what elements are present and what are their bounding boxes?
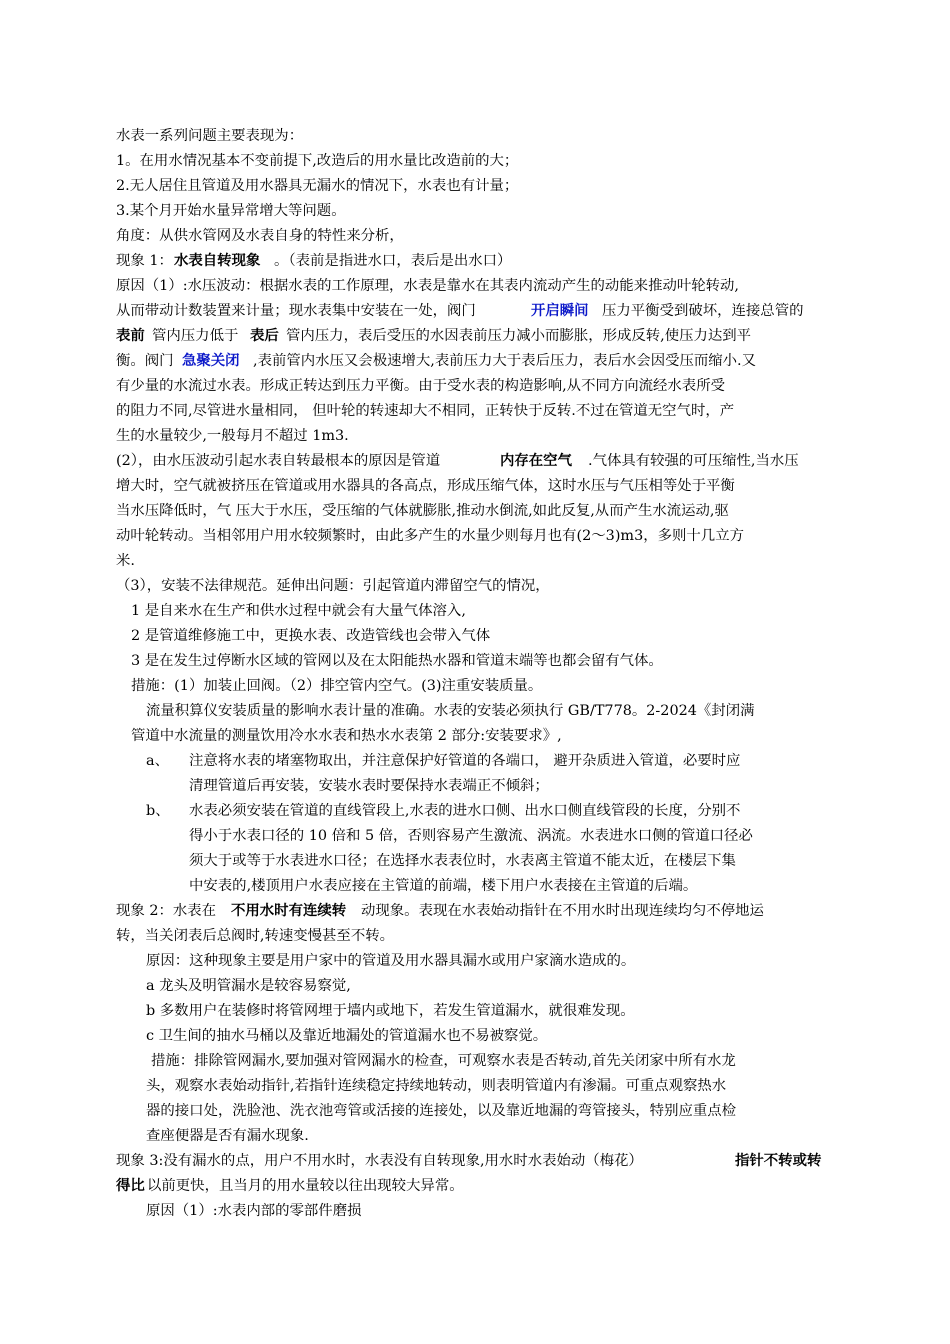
text-run: 清理管道后再安装，安装水表时要保持水表端正不倾斜； bbox=[189, 778, 549, 794]
text-run: 器的接口处，洗脸池、洗衣池弯管或活接的连接处，以及靠近地漏的弯管接头，特别应重点检 bbox=[146, 1103, 737, 1119]
text-run: （3），安装不法律规范。延伸出问题：引起管道内滞留空气的情况， bbox=[116, 578, 550, 594]
bold-after-meter: 表后 bbox=[250, 327, 279, 344]
text-run: 管道中水流量的测量饮用冷水水表和热水水表第 2 部分:安装要求》, bbox=[131, 728, 562, 744]
text-run: 以前更快，且当月的用水量较以往出现较大异常。 bbox=[147, 1178, 464, 1194]
issue-2: 2.无人居住且管道及用水器具无漏水的情况下，水表也有计量； bbox=[116, 178, 519, 194]
text-run: 原因（1）:水表内部的零部件磨损 bbox=[146, 1203, 362, 1219]
item-a-marker: a、 bbox=[146, 753, 169, 769]
text-run: 压力平衡受到破坏，连接总管的 bbox=[602, 303, 804, 319]
list-item: b 多数用户在装修时将管网埋于墙内或地下，若发生管道漏水，就很难发现。 bbox=[146, 1003, 635, 1019]
list-item: 3 是在发生过停断水区域的管网以及在太阳能热水器和管道末端等也都会留有气体。 bbox=[131, 653, 663, 669]
bold-before-meter: 表前 bbox=[116, 327, 145, 344]
text-run: 查座便器是否有漏水现象. bbox=[146, 1128, 309, 1144]
issue-3: 3.某个月开始水量异常增大等问题。 bbox=[116, 203, 346, 219]
text-run: (2），由水压波动引起水表自转最根本的原因是管道 bbox=[116, 453, 441, 469]
angle-text: 角度：从供水管网及水表自身的特性来分析， bbox=[116, 228, 404, 244]
text-run: ,表前管内水压又会极速增大,表前压力大于表后压力，表后水会因受压而缩小.又 bbox=[253, 353, 757, 369]
list-item: a 龙头及明管漏水是较容易察觉, bbox=[146, 978, 351, 994]
text-run: 生的水量较少,一般每月不超过 1m3. bbox=[116, 428, 349, 444]
text-run: 得小于水表口径的 10 倍和 5 倍，否则容易产生激流、涡流。水表进水口侧的管道口径必 bbox=[189, 828, 753, 844]
highlight-open-instant: 开启瞬间 bbox=[531, 302, 589, 319]
list-item: 1 是自来水在生产和供水过程中就会有大量气体溶入, bbox=[131, 603, 466, 619]
bold-pointer-no-turn: 指针不转或转 bbox=[735, 1152, 822, 1169]
issue-1: 1。在用水情况基本不变前提下,改造后的用水量比改造前的大； bbox=[116, 153, 519, 169]
phenomenon-2-label: 现象 2：水表在 bbox=[116, 903, 217, 919]
bold-faster: 得比 bbox=[116, 1177, 145, 1194]
phenomenon-1-label: 现象 1： bbox=[116, 253, 173, 269]
text-run: 动现象。表现在水表始动指针在不用水时出现连续均匀不停地运 bbox=[361, 903, 764, 919]
text-run: 原因（1）:水压波动：根据水表的工作原理，水表是靠水在其表内流动产生的动能来推动叶轮转动, bbox=[116, 278, 739, 294]
text-run: 头，观察水表始动指针,若指针连续稳定持续地转动，则表明管道内有渗漏。可重点观察热水 bbox=[146, 1078, 727, 1094]
text-run: 措施：排除管网漏水,要加强对管网漏水的检查，可观察水表是否转动,首先关闭家中所有水龙 bbox=[151, 1053, 736, 1069]
intro-title: 水表一系列问题主要表现为： bbox=[116, 128, 304, 144]
text-run: 须大于或等于水表进水口径；在选择水表表位时，水表离主管道不能太近，在楼层下集 bbox=[189, 853, 736, 869]
highlight-sudden-close: 急聚关闭 bbox=[182, 352, 240, 369]
text-run: 的阻力不同,尽管进水量相同， 但叶轮的转速却大不相同，正转快于反转.不过在管道无空气时，产 bbox=[116, 403, 735, 419]
text-run: 流量积算仪安装质量的影响水表计量的准确。水表的安装必须执行 GB/T778。2-2024《封闭满 bbox=[146, 703, 755, 719]
item-b-marker: b、 bbox=[146, 803, 170, 819]
measures-text: 措施：(1）加装止回阀。（2）排空管内空气。(3)注重安装质量。 bbox=[131, 678, 543, 694]
text-run: 增大时，空气就被挤压在管道或用水器具的各高点，形成压缩气体，这时水压与气压相等处于平衡 bbox=[116, 478, 735, 494]
text-run: 动叶轮转动。当相邻用户用水较频繁时，由此多产生的水量少则每月也有(2～3)m3，多则十几立方 bbox=[116, 528, 744, 544]
phenomenon-3-label: 现象 3:没有漏水的点，用户不用水时，水表没有自转现象,用水时水表始动（梅花） bbox=[116, 1153, 643, 1169]
text-run: 米. bbox=[116, 553, 135, 569]
text-run: 有少量的水流过水表。形成正转达到压力平衡。由于受水表的构造影响,从不同方向流经水表所受 bbox=[116, 378, 725, 394]
text-run: 管内压力低于 bbox=[152, 328, 239, 344]
text-run: 当水压降低时，气 压大于水压，受压缩的气体就膨胀,推动水倒流,如此反复,从而产生水流运动,驱 bbox=[116, 503, 729, 519]
text-run: 衡。阀门 bbox=[116, 353, 174, 369]
bold-continuous-turn: 不用水时有连续转 bbox=[231, 902, 347, 919]
phenomenon-1-note: 。（表前是指进水口，表后是出水口） bbox=[274, 253, 512, 269]
text-run: 管内压力，表后受压的水因表前压力减小而膨胀，形成反转,使压力达到平 bbox=[286, 328, 752, 344]
list-item: 2 是管道维修施工中，更换水表、改造管线也会带入气体 bbox=[131, 628, 491, 644]
text-run: 原因：这种现象主要是用户家中的管道及用水器具漏水或用户家滴水造成的。 bbox=[146, 953, 636, 969]
text-run: 转，当关闭表后总阀时,转速变慢甚至不转。 bbox=[116, 928, 394, 944]
list-item: c 卫生间的抽水马桶以及靠近地漏处的管道漏水也不易被察觉。 bbox=[146, 1028, 548, 1044]
text-run: 水表必须安装在管道的直线管段上,水表的进水口侧、出水口侧直线管段的长度，分别不 bbox=[189, 803, 741, 819]
phenomenon-1-bold: 水表自转现象 bbox=[174, 252, 261, 269]
text-run: .气体具有较强的可压缩性,当水压 bbox=[588, 453, 799, 469]
text-run: 从而带动计数装置来计量；现水表集中安装在一处，阀门 bbox=[116, 303, 476, 319]
text-run: 中安表的,楼顶用户水表应接在主管道的前端，楼下用户水表接在主管道的后端。 bbox=[189, 878, 698, 894]
bold-air-in-pipe: 内存在空气 bbox=[500, 452, 572, 469]
text-run: 注意将水表的堵塞物取出，并注意保护好管道的各端口， 避开杂质进入管道，必要时应 bbox=[189, 753, 741, 769]
